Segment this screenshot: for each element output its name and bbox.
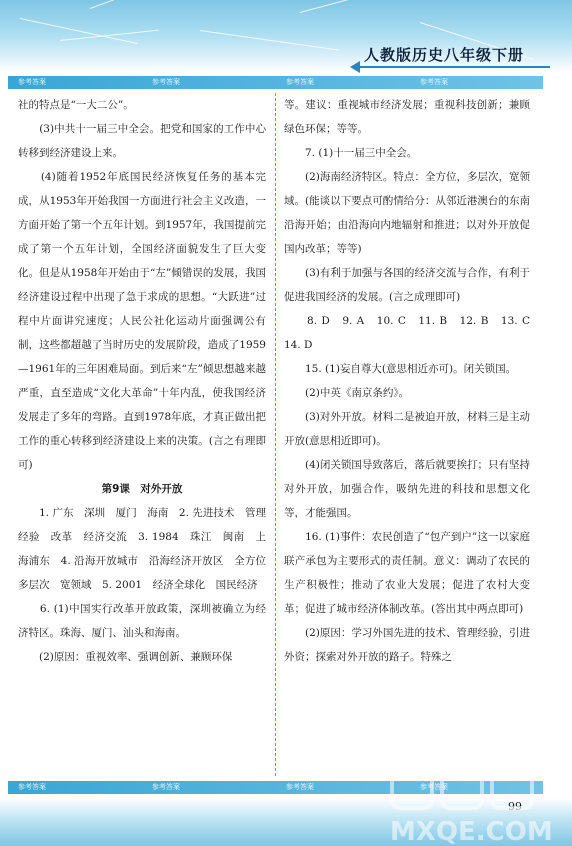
answer-paragraph: (3)中共十一届三中全会。把党和国家的工作中心转移到经济建设上来。 — [18, 123, 266, 159]
answer-tag: 参考答案 — [286, 783, 314, 791]
answer-paragraph: 7. (1)十一届三中全会。 — [284, 147, 418, 159]
answer-paragraph: 1. 广东 深圳 厦门 海南 2. 先进技术 管理经验 改革 经济交流 3. 1984 珠江 闽南 上海浦东 4. 沿海开放城市 沿海经济开放区 全方位 多层次 宽领域 5. 2001 经济全球化 国民经济 — [18, 507, 277, 591]
answer-tag: 参考答案 — [420, 78, 448, 86]
answer-paragraph: (3)有利于加强与各国的经济交流与合作，有利于促进我国经济的发展。(言之成理即可) — [284, 267, 530, 303]
answer-tag-bar-bottom — [8, 781, 543, 794]
answer-paragraph: (2)原因：重视效率、强调创新、兼顾环保 — [18, 651, 233, 663]
answer-tag: 参考答案 — [152, 783, 180, 791]
right-column — [284, 93, 541, 669]
watermark-text: MXQE.COM — [390, 817, 553, 846]
answer-tag: 参考答案 — [18, 78, 46, 86]
answer-paragraph: (2)海南经济特区。特点：全方位，多层次，宽领域。(能谈以下要点可酌情给分：从邻近港澳台的东南沿海开始；由沿海向内地辐射和推进；以对外开放促国内改革；等等) — [284, 171, 530, 255]
answer-paragraph: 等。建议：重视城市经济发展；重视科技创新；兼顾绿色环保；等等。 — [284, 99, 530, 135]
answer-paragraph: 15. (1)妄自尊大(意思相近亦可)。闭关锁国。 — [284, 363, 517, 375]
footer-banner — [0, 798, 572, 846]
answer-paragraph: (2)原因：学习外国先进的技术、管理经验，引进外资；探索对外开放的路子。特殊之 — [284, 627, 530, 663]
answer-tag: 参考答案 — [420, 783, 448, 791]
column-divider — [275, 93, 276, 776]
section-heading: 第9课 对外开放 — [101, 483, 183, 495]
answer-paragraph: (4)闭关锁国导致落后，落后就要挨打；只有坚持对外开放，加强合作，吸纳先进的科技和思想文化等，才能强国。 — [284, 459, 530, 519]
answer-tag: 参考答案 — [152, 78, 180, 86]
answer-paragraph: (4)随着1952年底国民经济恢复任务的基本完成，从1953年开始我国一方面进行社会主义改造，一方面开始了第一个五年计划。到1957年，我国提前完成了第一个五年计划，全国经济面貌发生了巨大变化。但是从1958年开始由于“左”倾错误的发展，我国经济建设过程中出现了急于求成的思想。“大跃进”过程中片面讲究速度；人民公社化运动片面强调公有制，这些都超越了当时历史的发展阶段，造成了1959—1961年的三年困难局面。到后来“左”倾思想越来越严重，直至造成“文化大革命”十年内乱，使我国经济发展走了多年的弯路。直到1978年底，才真正做出把工作的重心转移到经济建设上来的决策。(言之有理即可) — [18, 171, 266, 471]
answer-paragraph: 8. D 9. A 10. C 11. B 12. B 13. C 14. D — [284, 315, 541, 351]
answer-paragraph: (2)中英《南京条约》。 — [284, 387, 410, 399]
answer-paragraph: 16. (1)事件：农民创造了“包产到户”这一以家庭联产承包为主要形式的责任制。意义：调动了农民的生产积极性；推动了农业大发展；促进了农村大变革；促进了城市经济体制改革。(答出其中两点即可) — [284, 531, 530, 615]
page-number: 99 — [508, 800, 522, 813]
left-column — [18, 93, 277, 669]
answer-paragraph: 社的特点是“一大二公”。 — [18, 99, 134, 111]
header-rule — [355, 66, 550, 68]
answer-tag: 参考答案 — [286, 78, 314, 86]
answer-tag: 参考答案 — [18, 783, 46, 791]
answer-tag-bar-top — [8, 76, 543, 89]
answer-paragraph: (3)对外开放。材料二是被迫开放，材料三是主动开放(意思相近即可)。 — [284, 411, 530, 447]
answer-paragraph: 6. (1)中国实行改革开放政策，深圳被确立为经济特区。珠海、厦门、汕头和海南。 — [18, 603, 266, 639]
book-title: 人教版历史八年级下册 — [363, 46, 524, 64]
